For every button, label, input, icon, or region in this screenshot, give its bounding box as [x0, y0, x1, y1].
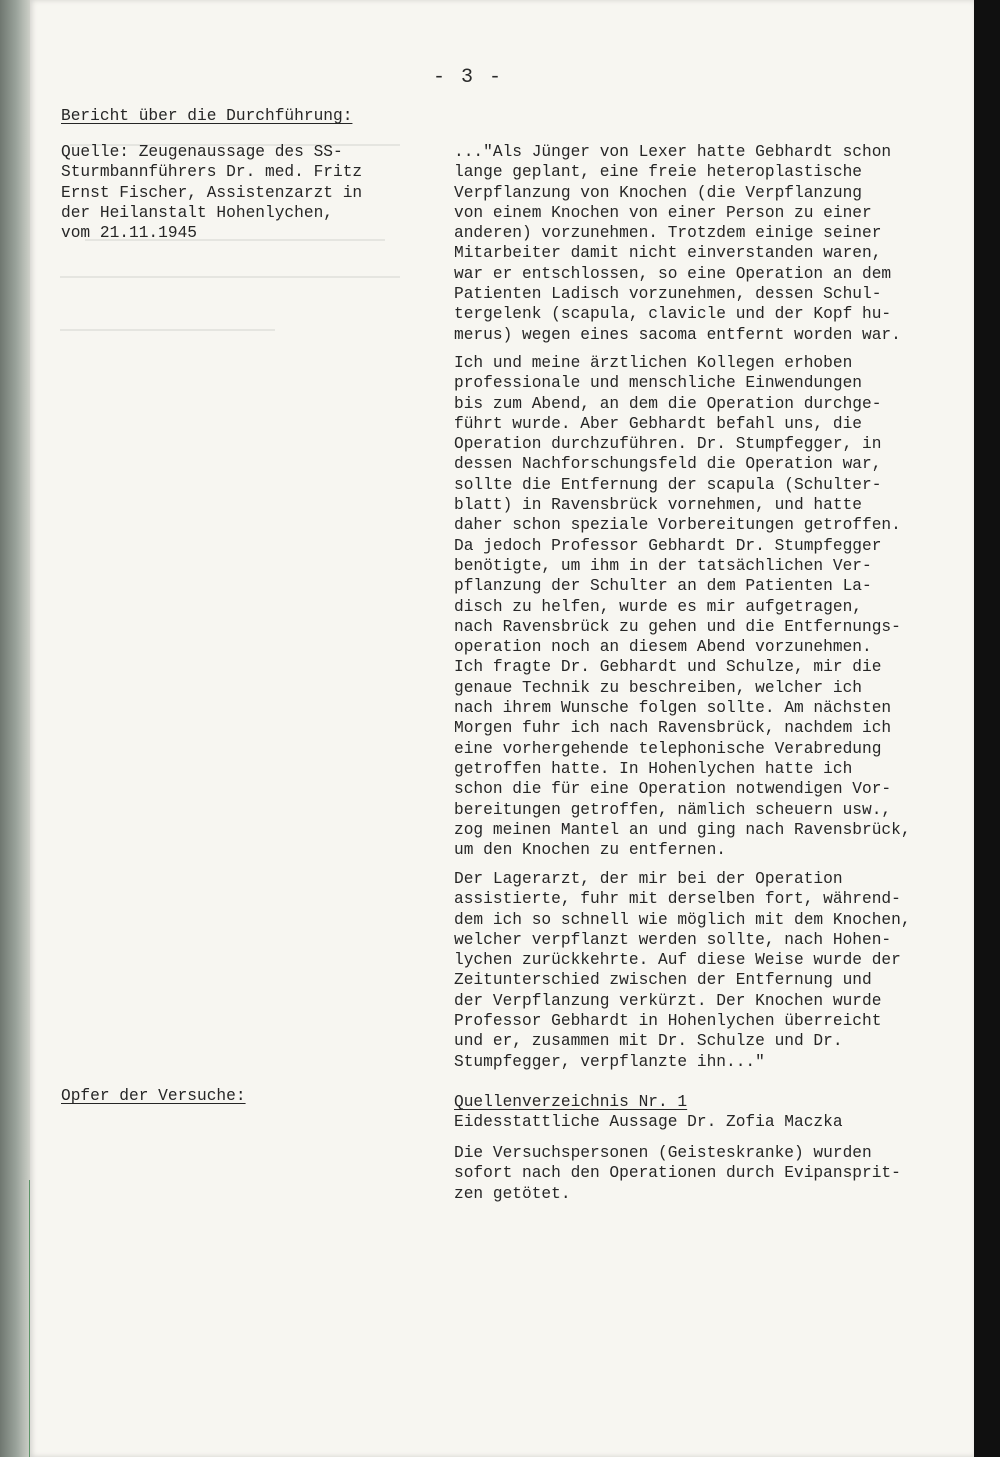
source-index-entry: Eidesstattliche Aussage Dr. Zofia Maczka — [454, 1113, 843, 1131]
testimony-paragraph-2: Ich und meine ärztlichen Kollegen erhoben professionale und menschliche Einwendungen bis zum Abend, an dem die Operation durchge- führt wurde. Aber Gebhardt befahl uns, die Operation durchzuführen. Dr. Stumpfegger, in dessen Nachforschungsfeld die Operation war, sollte die Entfernung der scapula (Schulter- blatt) in Ravensbrück vornehmen, und hatte daher schon speziale Vorbereitungen getroffen. Da jedoch Professor Gebhardt Dr. Stumpfegger benötigte, um ihm in der tatsächlichen Ver- pflanzung der Schulter an dem Patienten La- disch zu helfen, wurde es mir aufgetragen, nach Ravensbrück zu gehen und die Entfernungs- operation noch an diesem Abend vorzunehmen. Ich fragte Dr. Gebhardt und Schulze, mir die genaue Technik zu beschreiben, welcher ich nach ihrem Wunsche folgen sollte. Am nächsten Morgen fuhr ich nach Ravensbrück, nachdem ich eine vorhergehende telephonische Verabredung getroffen hatte. In Hohenlychen hatte ich schon die für eine Operation notwendigen Vor- bereitungen getroffen, nämlich scheuern usw., zog meinen Mantel an und ging nach Ravensbrück, um den Knochen zu entfernen. — [454, 354, 911, 860]
report-heading: Bericht über die Durchführung: — [61, 107, 353, 125]
testimony-paragraph-1: ..."Als Jünger von Lexer hatte Gebhardt schon lange geplant, eine freie heteroplastische Verpflanzung von Knochen (die Verpflanzung von einem Knochen von einer Person zu einer anderen) vorzunehmen. Trotzdem einige seiner Mitarbeiter damit nicht einverstanden waren, war er entschlossen, so eine Operation an dem Patienten Ladisch vorzunehmen, dessen Schul- tergelenk (scapula, clavicle und der Kopf hu- merus) wegen eines sacoma entfernt worden war. — [454, 143, 901, 344]
victims-paragraph: Die Versuchspersonen (Geisteskranke) wurden sofort nach den Operationen durch Evipansprit- zen getötet. — [454, 1144, 901, 1203]
source-description: Quelle: Zeugenaussage des SS- Sturmbannführers Dr. med. Fritz Ernst Fischer, Assistenzarzt in der Heilanstalt Hohenlychen, vom 21.11.1945 — [61, 143, 363, 243]
page-number: - 3 - — [433, 66, 504, 89]
source-index-heading: Quellenverzeichnis Nr. 1 — [454, 1093, 688, 1111]
victims-heading: Opfer der Versuche: — [61, 1087, 246, 1105]
testimony-paragraph-3: Der Lagerarzt, der mir bei der Operation assistierte, fuhr mit derselben fort, während- dem ich so schnell wie möglich mit dem Knochen, welcher verpflanzt werden sollte, nach Hohen- lychen zurückkehrte. Auf diese Weise wurde der Zeitunterschied zwischen der Entfernung und der Verpflanzung verkürzt. Der Knochen wurde Professor Gebhardt in Hohenlychen überreicht und er, zusammen mit Dr. Schulze und Dr. Stumpfegger, verpflanzte ihn..." — [454, 870, 911, 1071]
scan-background — [974, 0, 1000, 1457]
